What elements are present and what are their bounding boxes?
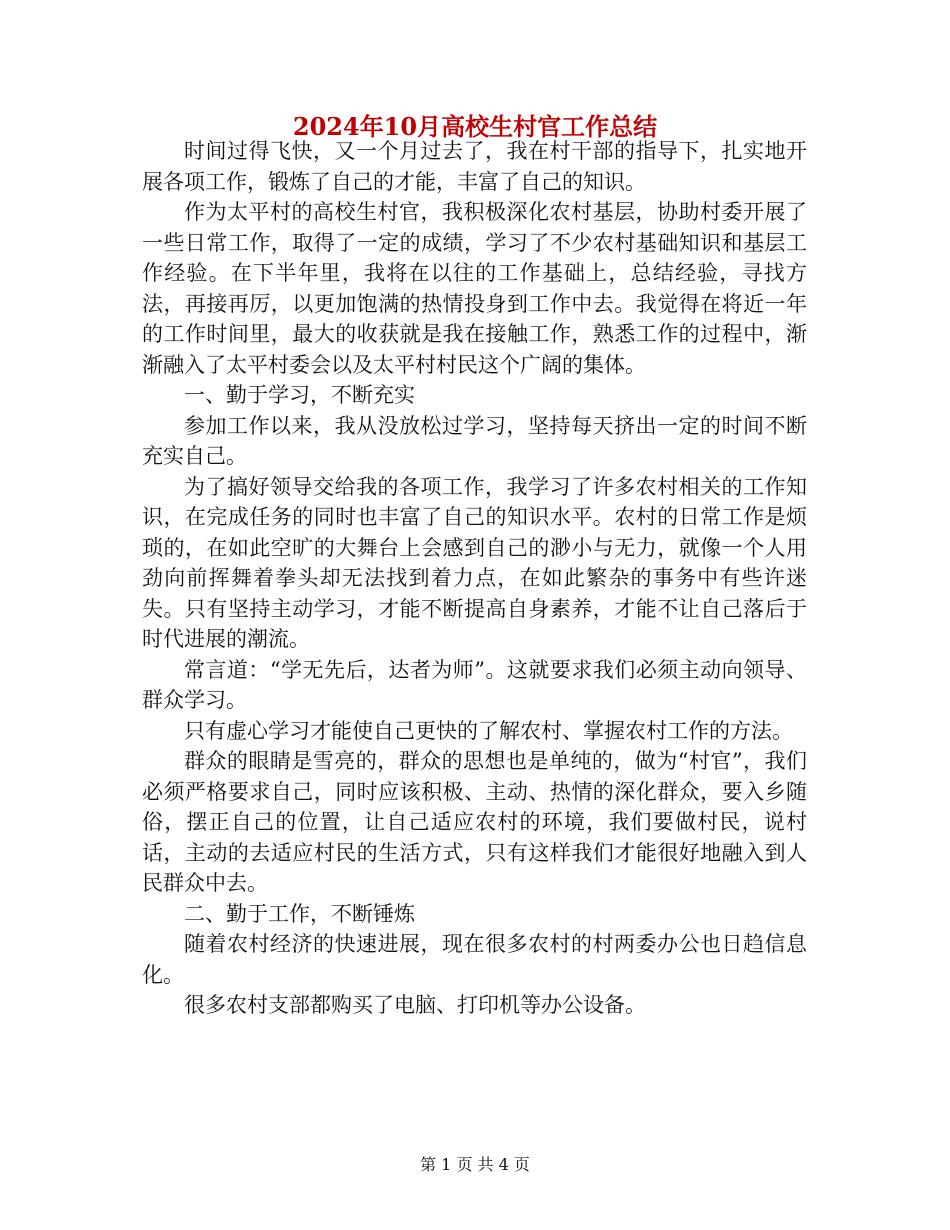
paragraph: 群众的眼睛是雪亮的，群众的思想也是单纯的，做为“村官”，我们必须严格要求自己，同时应该积极、主动、热情的深化群众，要入乡随俗，摆正自己的位置，让自己适应农村的环境，我们要做村民，说村话，主动的去适应村民的生活方式，只有这样我们才能很好地融入到人民群众中去。 — [142, 749, 807, 895]
paragraph: 很多农村支部都购买了电脑、打印机等办公设备。 — [184, 993, 646, 1017]
paragraph: 只有虚心学习才能使自己更快的了解农村、掌握农村工作的方法。 — [184, 718, 793, 743]
paragraph: 常言道：“学无先后，达者为师”。这就要求我们必须主动向领导、群众学习。 — [142, 657, 807, 712]
paragraph: 时间过得飞快，又一个月过去了，我在村干部的指导下，扎实地开展各项工作，锻炼了自己的才能，丰富了自己的知识。 — [142, 139, 807, 194]
paragraph: 为了搞好领导交给我的各项工作，我学习了许多农村相关的工作知识，在完成任务的同时也丰富了自己的知识水平。农村的日常工作是烦琐的，在如此空旷的大舞台上会感到自己的渺小与无力，就像一个人用劲向前挥舞着拳头却无法找到着力点，在如此繁杂的事务中有些许迷失。只有坚持主动学习，才能不断提高自身素养，才能不让自己落后于时代进展的潮流。 — [142, 474, 807, 651]
section-heading: 一、勤于学习，不断充实 — [184, 383, 415, 407]
document-body — [142, 136, 807, 1021]
page-footer: 第 1 页 共 4 页 — [420, 1155, 530, 1174]
document-title: 2024年10月高校生村官工作总结 — [292, 112, 658, 141]
paragraph: 作为太平村的高校生村官，我积极深化农村基层，协助村委开展了一些日常工作，取得了一定的成绩，学习了不少农村基础知识和基层工作经验。在下半年里，我将在以往的工作基础上，总结经验，寻找方法，再接再厉，以更加饱满的热情投身到工作中去。我觉得在将近一年的工作时间里，最大的收获就是我在接触工作，熟悉工作的过程中，渐渐融入了太平村委会以及太平村村民这个广阔的集体。 — [142, 200, 807, 377]
paragraph: 随着农村经济的快速进展，现在很多农村的村两委办公也日趋信息化。 — [142, 932, 807, 987]
paragraph: 参加工作以来，我从没放松过学习，坚持每天挤出一定的时间不断充实自己。 — [142, 413, 807, 468]
section-heading: 二、勤于工作，不断锤炼 — [184, 901, 415, 926]
